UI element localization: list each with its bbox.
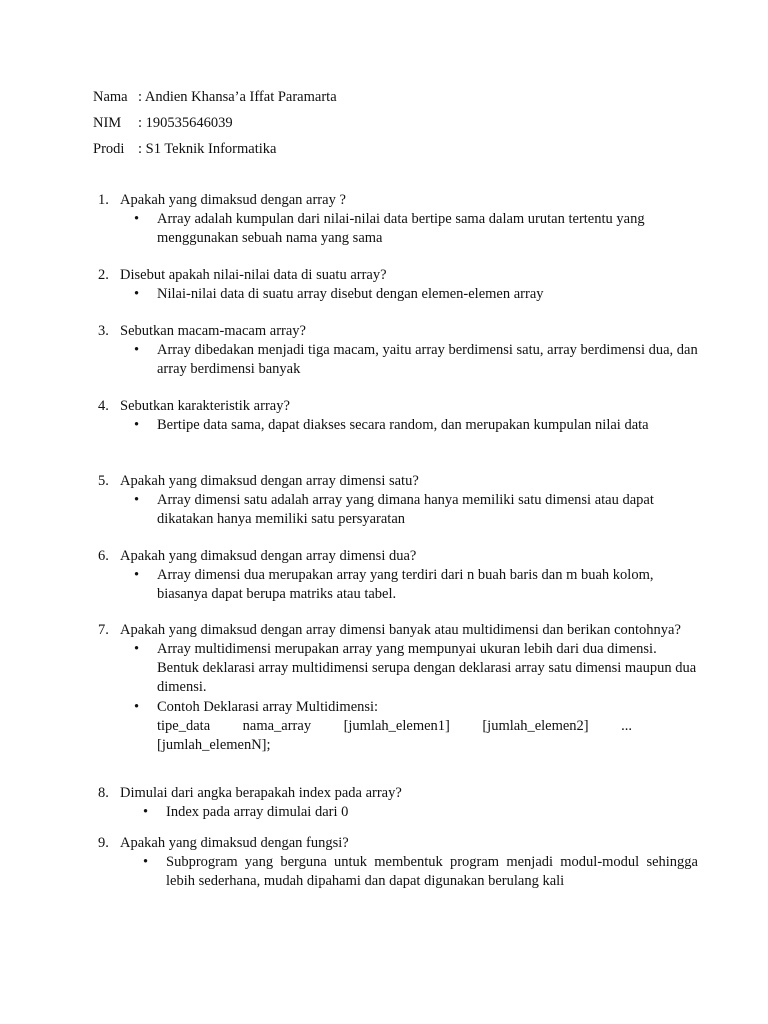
answer-text: Bertipe data sama, dapat diakses secara random, dan merupakan kumpulan nilai data bbox=[157, 417, 649, 433]
answer-item bbox=[120, 210, 698, 248]
answer-item bbox=[120, 566, 698, 604]
answer-list bbox=[120, 853, 698, 891]
bullet-icon: • bbox=[134, 567, 140, 583]
bullet-icon: • bbox=[134, 286, 140, 302]
answer-list bbox=[120, 640, 698, 755]
prodi-label: Prodi bbox=[93, 141, 125, 157]
nim-value: : 190535646039 bbox=[138, 115, 233, 131]
nim-label: NIM bbox=[93, 115, 122, 131]
answer-list bbox=[120, 416, 698, 435]
question-text: Sebutkan karakteristik array? bbox=[120, 398, 290, 414]
answer-list bbox=[120, 210, 698, 248]
name-label: Nama bbox=[93, 89, 128, 105]
bullet-icon: • bbox=[143, 804, 149, 820]
bullet-icon: • bbox=[134, 641, 140, 657]
question-7 bbox=[98, 621, 698, 755]
header-nim-row bbox=[93, 114, 233, 132]
answer-item-example bbox=[120, 698, 698, 755]
bullet-icon: • bbox=[134, 211, 140, 227]
question-9 bbox=[98, 834, 698, 891]
answer-list bbox=[120, 566, 698, 604]
question-5 bbox=[98, 472, 698, 529]
question-number: 9. bbox=[98, 835, 109, 851]
question-1 bbox=[98, 191, 698, 248]
answer-list bbox=[120, 285, 698, 304]
question-6 bbox=[98, 547, 698, 604]
declaration-token: ... bbox=[621, 718, 632, 734]
question-number: 7. bbox=[98, 622, 109, 638]
answer-item bbox=[120, 416, 698, 435]
question-text: Apakah yang dimaksud dengan array dimensi satu? bbox=[120, 473, 419, 489]
header-name-row bbox=[93, 88, 337, 106]
question-number: 5. bbox=[98, 473, 109, 489]
declaration-syntax bbox=[157, 717, 632, 736]
answer-text: Array multidimensi merupakan array yang mempunyai ukuran lebih dari dua dimensi. Bentuk deklarasi array multidimensi serupa dengan deklarasi array satu dimensi maupun dua dimensi. bbox=[157, 641, 697, 695]
name-value: : Andien Khansa’a Iffat Paramarta bbox=[138, 89, 337, 105]
answer-text: Index pada array dimulai dari 0 bbox=[166, 804, 349, 820]
question-number: 6. bbox=[98, 548, 109, 564]
question-number: 8. bbox=[98, 785, 109, 801]
answer-text: Array dimensi satu adalah array yang dimana hanya memiliki satu dimensi atau dapat dikatakan hanya memiliki satu persyaratan bbox=[157, 492, 654, 527]
answer-text: Subprogram yang berguna untuk membentuk program menjadi modul-modul sehingga lebih sederhana, mudah dipahami dan dapat digunakan berulang kali bbox=[166, 854, 698, 889]
answer-text: Nilai-nilai data di suatu array disebut dengan elemen-elemen array bbox=[157, 286, 544, 302]
answer-item bbox=[120, 341, 698, 379]
answer-item bbox=[120, 285, 698, 304]
answer-list bbox=[120, 491, 698, 529]
question-number: 1. bbox=[98, 192, 109, 208]
question-8 bbox=[98, 784, 698, 822]
answer-list bbox=[120, 341, 698, 379]
question-4 bbox=[98, 397, 698, 435]
answer-text: Array dibedakan menjadi tiga macam, yaitu array berdimensi satu, array berdimensi dua, dan array berdimensi banyak bbox=[157, 342, 698, 377]
declaration-token: [jumlah_elemen1] bbox=[343, 718, 450, 734]
example-label: Contoh Deklarasi array Multidimensi: bbox=[157, 699, 379, 715]
declaration-tail: [jumlah_elemenN]; bbox=[157, 737, 271, 753]
question-text: Disebut apakah nilai-nilai data di suatu array? bbox=[120, 267, 387, 283]
answer-item bbox=[120, 853, 698, 891]
question-number: 3. bbox=[98, 323, 109, 339]
question-2 bbox=[98, 266, 698, 304]
question-text: Apakah yang dimaksud dengan array dimensi dua? bbox=[120, 548, 417, 564]
bullet-icon: • bbox=[134, 492, 140, 508]
header-prodi-row bbox=[93, 140, 276, 158]
question-text: Sebutkan macam-macam array? bbox=[120, 323, 306, 339]
question-3 bbox=[98, 322, 698, 379]
question-text: Apakah yang dimaksud dengan fungsi? bbox=[120, 835, 349, 851]
answer-item bbox=[120, 803, 698, 822]
bullet-icon: • bbox=[134, 699, 140, 715]
declaration-token: nama_array bbox=[242, 718, 312, 734]
declaration-token: tipe_data bbox=[157, 718, 211, 734]
prodi-value: : S1 Teknik Informatika bbox=[138, 141, 277, 157]
bullet-icon: • bbox=[143, 854, 149, 870]
question-text: Apakah yang dimaksud dengan array ? bbox=[120, 192, 346, 208]
answer-list bbox=[120, 803, 698, 822]
answer-item bbox=[120, 491, 698, 529]
question-text: Dimulai dari angka berapakah index pada array? bbox=[120, 785, 402, 801]
question-number: 2. bbox=[98, 267, 109, 283]
answer-text: Array dimensi dua merupakan array yang terdiri dari n buah baris dan m buah kolom, biasanya dapat berupa matriks atau tabel. bbox=[157, 567, 654, 602]
bullet-icon: • bbox=[134, 417, 140, 433]
answer-item bbox=[120, 640, 698, 697]
question-text: Apakah yang dimaksud dengan array dimensi banyak atau multidimensi dan berikan contohnya? bbox=[120, 622, 681, 638]
declaration-token: [jumlah_elemen2] bbox=[482, 718, 589, 734]
question-number: 4. bbox=[98, 398, 109, 414]
bullet-icon: • bbox=[134, 342, 140, 358]
answer-text: Array adalah kumpulan dari nilai-nilai data bertipe sama dalam urutan tertentu yang menggunakan sebuah nama yang sama bbox=[157, 211, 645, 246]
